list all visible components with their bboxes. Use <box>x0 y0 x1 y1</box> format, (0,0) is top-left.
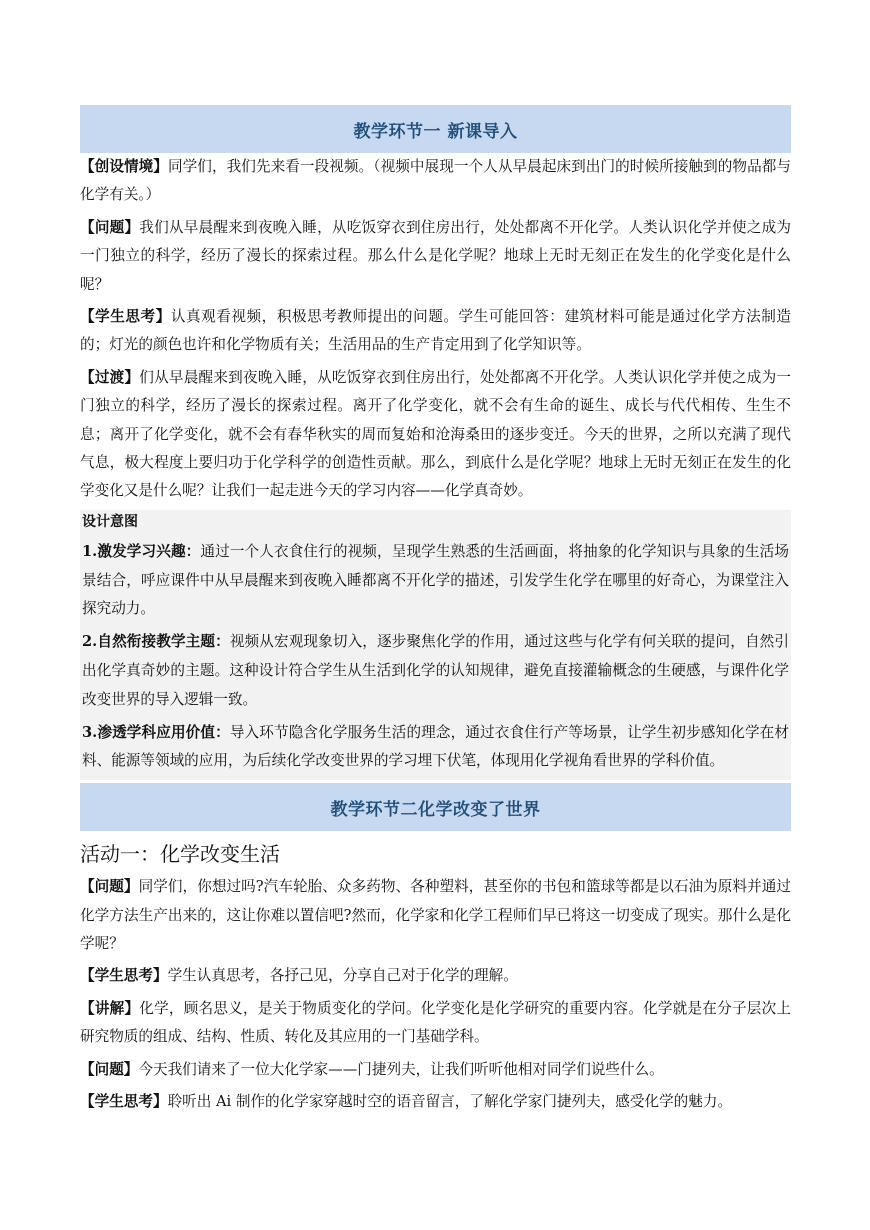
activity-title: 活动一：化学改变生活 <box>80 842 280 867</box>
text-student-thinking-3: 聆听出 Ai 制作的化学家穿越时空的语音留言，了解化学家门捷列夫，感受化学的魅力。 <box>167 1093 733 1111</box>
tag-student-thinking-3: 【学生思考】 <box>80 1093 168 1111</box>
tag-student-thinking-1: 【学生思考】 <box>80 308 171 326</box>
tag-question-1: 【问题】 <box>80 218 140 236</box>
paragraph-explanation <box>80 995 791 1052</box>
section-header-1 <box>80 105 791 153</box>
design-intent-title: 设计意图 <box>82 513 138 530</box>
design-item-2-head: 2.自然衔接教学主题： <box>82 633 230 651</box>
design-intent-box <box>80 510 791 780</box>
section-title-2: 教学环节二化学改变了世界 <box>330 799 541 820</box>
text-question-2: 同学们，你想过吗?汽车轮胎、众多药物、各种塑料，甚至你的书包和篮球等都是以石油为原料并通过化学方法生产出来的，这让你难以置信吧?然而，化学家和化学工程师们早已将这一切变成了现实。那什么是化学呢？ <box>80 878 791 953</box>
paragraph-transition <box>80 364 791 506</box>
design-item-1 <box>82 538 789 624</box>
tag-scenario: 【创设情境】 <box>80 158 168 175</box>
paragraph-question-1 <box>80 214 791 299</box>
design-item-1-text: 通过一个人衣食住行的视频，呈现学生熟悉的生活画面，将抽象的化学知识与具象的生活场景结合，呼应课件中从早晨醒来到夜晚入睡都离不开化学的描述，引发学生化学在哪里的好奇心，为课堂注入探究动力。 <box>82 542 789 618</box>
text-question-1: 我们从早晨醒来到夜晚入睡，从吃饭穿衣到住房出行，处处都离不开化学。人类认识化学并使之成为一门独立的科学，经历了漫长的探索过程。那么什么是化学呢？地球上无时无刻正在发生的化学变化是什么呢？ <box>80 218 791 293</box>
section-title-1: 教学环节一 新课导入 <box>353 121 518 142</box>
text-question-3: 今天我们请来了一位大化学家——门捷列夫，让我们听听他相对同学们说些什么。 <box>138 1060 664 1078</box>
design-item-3 <box>82 719 789 777</box>
design-item-2-text: 视频从宏观现象切入，逐步聚焦化学的作用，通过这些与化学有何关联的提问，自然引出化学真奇妙的主题。这种设计符合学生从生活到化学的认知规律，避免直接灌输概念的生硬感，与课件化学改变世界的导入逻辑一致。 <box>82 633 789 708</box>
tag-explanation: 【讲解】 <box>80 999 140 1017</box>
paragraph-question-3 <box>80 1056 791 1084</box>
text-student-thinking-2: 学生认真思考，各抒己见，分享自己对于化学的理解。 <box>167 967 518 985</box>
paragraph-student-thinking-2 <box>80 962 791 990</box>
text-scenario: 同学们，我们先来看一段视频。（视频中展现一个人从早晨起床到出门的时候所接触到的物品都与化学有关。） <box>80 158 791 204</box>
paragraph-scenario <box>80 153 791 210</box>
tag-student-thinking-2: 【学生思考】 <box>80 967 168 985</box>
tag-question-3: 【问题】 <box>80 1060 139 1078</box>
paragraph-student-thinking-1 <box>80 303 791 360</box>
design-item-1-head: 1.激发学习兴趣： <box>82 542 201 560</box>
design-item-2 <box>82 628 789 714</box>
paragraph-question-2 <box>80 873 791 958</box>
design-item-3-text: 导入环节隐含化学服务生活的理念，通过衣食住行产等场景，让学生初步感知化学在材料、能源等领域的应用，为后续化学改变世界的学习埋下伏笔，体现用化学视角看世界的学科价值。 <box>82 723 789 770</box>
text-student-thinking-1: 认真观看视频，积极思考教师提出的问题。学生可能回答：建筑材料可能是通过化学方法制造的；灯光的颜色也许和化学物质有关；生活用品的生产肯定用到了化学知识等。 <box>80 308 791 354</box>
text-explanation: 化学，顾名思义，是关于物质变化的学问。化学变化是化学研究的重要内容。化学就是在分子层次上研究物质的组成、结构、性质、转化及其应用的一门基础学科。 <box>80 999 791 1046</box>
section-header-2 <box>80 783 791 831</box>
design-item-3-head: 3.渗透学科应用价值： <box>82 723 230 741</box>
text-transition: 们从早晨醒来到夜晚入睡，从吃饭穿衣到住房出行，处处都离不开化学。人类认识化学并使之成为一门独立的科学，经历了漫长的探索过程。离开了化学变化，就不会有生命的诞生、成长与代代相传、生生不息；离开了化学变化，就不会有春华秋实的周而复始和沧海桑田的逐步变迁。今天的世界，之所以充满了现代气息，极大程度上要归功于化学科学的创造性贡献。那么，到底什么是化学呢？地球上无时无刻正在发生的化学变化又是什么呢？让我们一起走进今天的学习内容——化学真奇妙。 <box>80 368 791 500</box>
tag-question-2: 【问题】 <box>80 878 139 896</box>
document-page <box>80 105 791 1117</box>
paragraph-student-thinking-3 <box>80 1088 791 1116</box>
tag-transition: 【过渡】 <box>80 368 140 386</box>
